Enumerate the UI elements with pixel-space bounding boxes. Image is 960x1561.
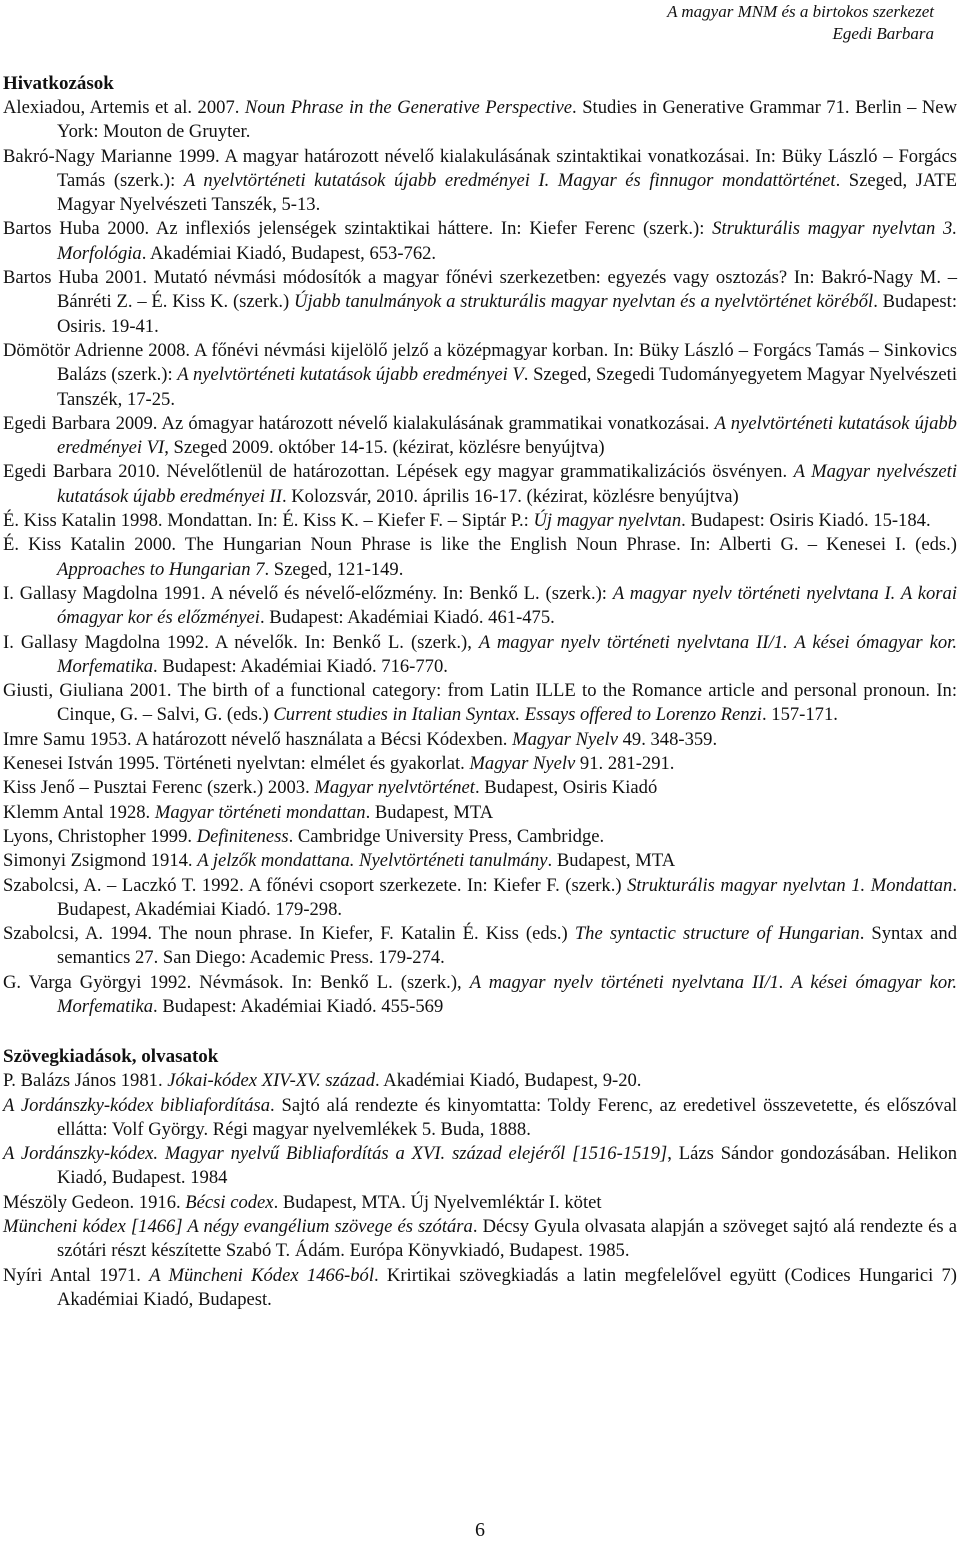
- section-gap: [3, 1019, 957, 1045]
- reference-text: Giusti, Giuliana 2001. The birth of a functional category: from Latin ILLE to the Romance article and personal pronoun. In: Cinque, G. – Salvi, G. (eds.): [3, 680, 957, 726]
- reference-text: . Akadémiai Kiadó, Budapest, 9-20.: [375, 1070, 642, 1092]
- reference-text: . Budapest: Osiris Kiadó. 15-184.: [681, 510, 931, 532]
- section-title: Szövegkiadások, olvasatok: [3, 1046, 219, 1068]
- reference-entry: [3, 145, 957, 218]
- reference-text: Dömötör Adrienne 2008. A főnévi névmási kijelölő jelző a középmagyar korban. In: Büky László – Forgács Tamás – Sinkovics Balázs (szerk.):: [3, 339, 957, 386]
- reference-text: . Kolozsvár, 2010. április 16-17. (kézirat, közlésre benyújtva): [281, 485, 739, 507]
- reference-text: . Szeged, JATE Magyar Nyelvészeti Tanszék, 5-13.: [57, 169, 957, 216]
- reference-title-italic: Magyar Nyelv: [469, 753, 576, 775]
- reference-text: . Studies in Generative Grammar 71. Berlin – New York: Mouton de Gruyter.: [57, 97, 957, 143]
- reference-text: . Szeged, Szegedi Tudományegyetem Magyar Nyelvészeti Tanszék, 17-25.: [57, 364, 957, 410]
- reference-title-italic: A nyelvtörténeti kutatások újabb eredményei V: [177, 364, 524, 386]
- reference-text: Mészöly Gedeon. 1916.: [3, 1191, 186, 1213]
- reference-title-italic: Jókai-kódex XIV-XV. század: [167, 1070, 375, 1092]
- reference-text: I. Gallasy Magdolna 1991. A névelő és névelő-előzmény. In: Benkő L. (szerk.):: [3, 582, 613, 604]
- reference-title-italic: Approaches to Hungarian 7: [57, 558, 265, 580]
- reference-text: P. Balázs János 1981.: [3, 1070, 168, 1092]
- reference-entry: [3, 582, 957, 631]
- reference-text: . Budapest: Osiris. 19-41.: [57, 291, 957, 337]
- reference-text: . Budapest, MTA. Új Nyelvemléktár I. kötet: [273, 1191, 602, 1213]
- reference-entry: [3, 728, 957, 752]
- reference-text: . 157-171.: [761, 704, 838, 726]
- reference-title-italic: A magyar nyelv történeti nyelvtana II/1. A kései ómagyar kor. Morfematika: [57, 971, 957, 1017]
- reference-entry: [3, 801, 957, 825]
- reference-title-italic: A jelzők mondattana. Nyelvtörténeti tanulmány: [197, 850, 548, 872]
- reference-text: Imre Samu 1953. A határozott névelő használata a Bécsi Kódexben.: [3, 728, 513, 750]
- reference-list: [3, 96, 957, 1019]
- reference-entry: [3, 1264, 957, 1313]
- reference-title-italic: A nyelvtörténeti kutatások újabb eredményei VI: [57, 412, 957, 459]
- reference-title-italic: Bécsi codex: [185, 1191, 274, 1213]
- reference-text: Lyons, Christopher 1999.: [3, 825, 197, 847]
- reference-text: . Akadémiai Kiadó, Budapest, 653-762.: [141, 242, 437, 264]
- page-content: [3, 72, 957, 1312]
- section-references: [3, 72, 957, 1019]
- reference-entry: [3, 1142, 957, 1191]
- reference-entry: [3, 922, 957, 971]
- reference-text: Szabolcsi, A. – Laczkó T. 1992. A főnévi csoport szerkezete. In: Kiefer F. (szerk.): [3, 874, 628, 896]
- reference-title-italic: A Müncheni Kódex 1466-ból: [149, 1264, 375, 1286]
- reference-title-italic: Noun Phrase in the Generative Perspective: [244, 97, 573, 118]
- reference-entry: [3, 509, 957, 533]
- reference-entry: [3, 849, 957, 873]
- running-header-title: A magyar MNM és a birtokos szerkezet: [667, 2, 934, 21]
- reference-text: . Budapest: Akadémiai Kiadó. 461-475.: [259, 607, 555, 629]
- reference-text: . Budapest, MTA: [547, 850, 676, 872]
- reference-title-italic: Magyar Nyelv: [512, 728, 618, 750]
- reference-title-italic: Strukturális magyar nyelvtan 3. Morfológia: [57, 218, 957, 264]
- reference-text: Alexiadou, Artemis et al. 2007.: [3, 97, 245, 118]
- reference-text: , Lázs Sándor gondozásában. Helikon Kiadó, Budapest. 1984: [57, 1143, 957, 1189]
- reference-text: É. Kiss Katalin 1998. Mondattan. In: É. Kiss K. – Kiefer F. – Siptár P.:: [3, 510, 534, 532]
- reference-title-italic: Müncheni kódex [1466] A négy evangélium szövege és szótára: [3, 1216, 473, 1238]
- reference-text: . Krirtikai szövegkiadás a latin megfelelővel együtt (Codices Hungarici 7) Akadémiai Kiadó, Budapest.: [57, 1264, 957, 1310]
- reference-entry: [3, 1069, 957, 1093]
- reference-list: [3, 1069, 957, 1312]
- reference-entry: [3, 460, 957, 509]
- reference-text: . Cambridge University Press, Cambridge.: [288, 825, 605, 847]
- reference-text: Bartos Huba 2001. Mutató névmási módosítók a magyar főnévi szerkezetben: egyezés vagy osztozás? In: Bakró-Nagy M. – Bánréti Z. – É. Kiss K. (szerk.): [3, 267, 957, 313]
- reference-text: Bartos Huba 2000. Az inflexiós jelenségek szintaktikai háttere. In: Kiefer Ferenc (szerk.):: [3, 218, 713, 240]
- reference-entry: [3, 752, 957, 776]
- reference-title-italic: Current studies in Italian Syntax. Essays offered to Lorenzo Renzi: [273, 704, 762, 726]
- reference-text: . Szeged, 121-149.: [264, 558, 404, 580]
- reference-text: . Budapest, MTA: [365, 801, 494, 823]
- reference-title-italic: Definiteness: [196, 825, 289, 847]
- reference-text: Egedi Barbara 2009. Az ómagyar határozott névelő kialakulásának grammatikai vonatkozásai.: [3, 412, 715, 434]
- reference-text: . Syntax and semantics 27. San Diego: Academic Press. 179-274.: [57, 923, 958, 969]
- page-number: 6: [475, 1519, 485, 1541]
- reference-entry: [3, 1215, 957, 1264]
- reference-title-italic: A Jordánszky-kódex. Magyar nyelvű Bibliafordítás a XVI. század elejéről [1516-1519]: [3, 1143, 668, 1165]
- reference-text: Kiss Jenő – Pusztai Ferenc (szerk.) 2003.: [3, 777, 315, 799]
- reference-text: Klemm Antal 1928.: [3, 801, 155, 823]
- reference-title-italic: A magyar nyelv történeti nyelvtana I. A korai ómagyar kor és előzményei: [57, 582, 958, 629]
- reference-text: É. Kiss Katalin 2000. The Hungarian Noun Phrase is like the English Noun Phrase. In: Alberti G. – Kenesei I. (eds.): [3, 534, 957, 556]
- reference-entry: [3, 679, 957, 728]
- running-header: [667, 1, 934, 45]
- reference-text: . Budapest: Akadémiai Kiadó. 455-569: [153, 995, 444, 1017]
- reference-text: Simonyi Zsigmond 1914.: [3, 850, 198, 872]
- reference-text: Nyíri Antal 1971.: [3, 1264, 150, 1286]
- reference-title-italic: Magyar nyelvtörténet: [314, 777, 475, 799]
- reference-text: 91. 281-291.: [575, 753, 675, 775]
- reference-text: Egedi Barbara 2010. Névelőtlenül de határozottan. Lépések egy magyar grammatikalizációs ösvényen.: [3, 461, 794, 483]
- reference-text: , Szeged 2009. október 14-15. (kézirat, közlésre benyújtva): [164, 437, 605, 459]
- reference-text: Kenesei István 1995. Történeti nyelvtan: elmélet és gyakorlat.: [3, 753, 470, 775]
- reference-entry: [3, 339, 957, 412]
- reference-entry: [3, 1191, 957, 1215]
- reference-title-italic: Magyar történeti mondattan: [154, 801, 366, 823]
- reference-entry: [3, 971, 957, 1020]
- reference-title-italic: The syntactic structure of Hungarian: [574, 923, 860, 945]
- section-text-editions: [3, 1045, 957, 1312]
- reference-text: . Budapest, Osiris Kiadó: [474, 777, 658, 799]
- reference-title-italic: A Magyar nyelvészeti kutatások újabb eredményei II: [57, 461, 957, 507]
- reference-text: Bakró-Nagy Marianne 1999. A magyar határozott névelő kialakulásának szintaktikai vonatkozásai. In: Büky László – Forgács Tamás (szerk.):: [3, 145, 957, 191]
- reference-text: . Sajtó alá rendezte és kinyomtatta: Toldy Ferenc, az eredetivel összevetette, és előszóval ellátta: Volf György. Régi magyar nyelvemlékek 5. Buda, 1888.: [57, 1094, 957, 1140]
- reference-entry: [3, 874, 957, 923]
- reference-entry: [3, 217, 957, 266]
- reference-entry: [3, 1094, 957, 1143]
- reference-text: . Budapest, Akadémiai Kiadó. 179-298.: [57, 874, 957, 920]
- reference-text: 49. 348-359.: [617, 728, 718, 750]
- reference-entry: [3, 631, 957, 680]
- reference-text: I. Gallasy Magdolna 1992. A névelők. In: Benkő L. (szerk.),: [3, 631, 479, 653]
- reference-title-italic: Új magyar nyelvtan: [533, 510, 682, 532]
- reference-entry: [3, 96, 957, 145]
- section-title: Hivatkozások: [3, 73, 114, 94]
- reference-entry: [3, 266, 957, 339]
- reference-entry: [3, 412, 957, 461]
- reference-title-italic: A nyelvtörténeti kutatások újabb eredményei I. Magyar és finnugor mondattörténet: [183, 169, 836, 191]
- reference-title-italic: A Jordánszky-kódex bibliafordítása: [3, 1094, 271, 1116]
- reference-entry: [3, 776, 957, 800]
- reference-text: Szabolcsi, A. 1994. The noun phrase. In Kiefer, F. Katalin É. Kiss (eds.): [3, 923, 575, 945]
- reference-text: . Budapest: Akadémiai Kiadó. 716-770.: [153, 655, 448, 677]
- reference-text: . Décsy Gyula olvasata alapján a szöveget sajtó alá rendezte és a szótári részt készítette Szabó T. Ádám. Európa Könyvkiadó, Budapest. 1985.: [57, 1216, 957, 1262]
- reference-entry: [3, 825, 957, 849]
- reference-entry: [3, 533, 957, 582]
- reference-title-italic: Újabb tanulmányok a strukturális magyar nyelvtan és a nyelvtörténet köréből: [294, 291, 874, 313]
- running-header-author: Egedi Barbara: [832, 24, 934, 43]
- reference-title-italic: Strukturális magyar nyelvtan 1. Mondattan: [627, 874, 953, 896]
- reference-text: G. Varga Györgyi 1992. Névmások. In: Benkő L. (szerk.),: [3, 971, 470, 993]
- reference-title-italic: A magyar nyelv történeti nyelvtana II/1. A kései ómagyar kor. Morfematika: [57, 631, 957, 677]
